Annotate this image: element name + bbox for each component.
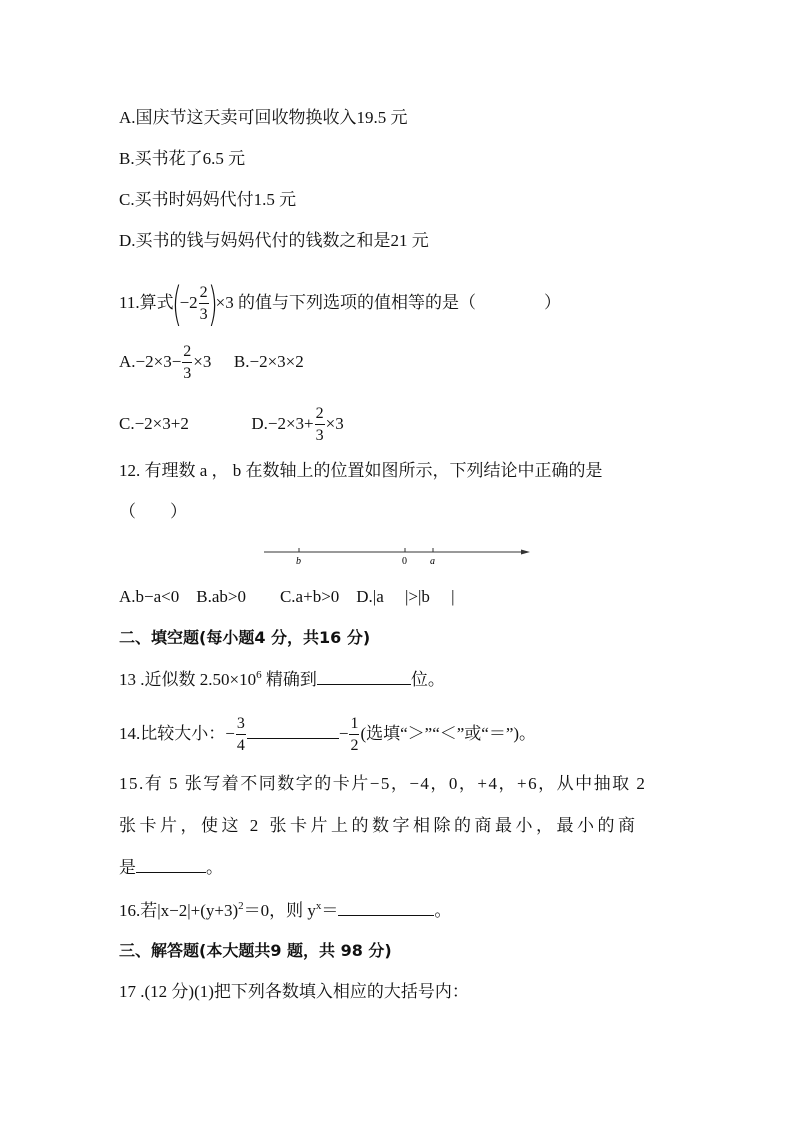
q10-option-a: A.国庆节这天卖可回收物换收入19.5 元 [119,108,408,127]
q15-line2: 张卡片，使这 2 张卡片上的数字相除的商最小，最小的商 [119,816,639,835]
label-a: a [430,556,435,567]
q11-options-row2 [119,406,344,444]
number-line-arrow [521,550,530,555]
q12-options: A.b−a<0 B.ab>0 C.a+b>0 D.|a |>|b | [119,587,455,606]
q15-line3: 是 。 [119,858,223,877]
q13: 13 .近似数 $2.50\times 10^6$ 精确到 位。 [119,669,445,689]
q11-option-c: C.−2×3+2 [119,413,189,433]
q11-stem: 11.算式(−2 $\frac{2}{3}$ )×3 的值与下列选项的值相等的是（ ） [119,277,561,331]
q14-answer-blank[interactable] [247,722,339,739]
q11-fraction: $\frac{2}{3}$ [199,284,208,323]
section-3-title: 三、解答题(本大题共9 题，共 98 分) [119,941,392,960]
q11-option-b: B.−2×3×2 [233,351,304,371]
q10-option-b: B.买书花了6.5 元 [119,149,246,168]
q11-prefix: 11.算式 [119,292,174,312]
q11-option-a: A.−2×3− $\frac{2}{3}$ ×3 [119,343,212,382]
q16: 16.若$|x-2|+(y+3)^2=0$，则 $y^x=$ 。 [119,900,452,920]
q11-option-d: D.−2×3+ $\frac{2}{3}$ ×3 [251,405,344,444]
q13-answer-blank[interactable] [317,668,411,685]
q15-line1: 15.有 5 张写着不同数字的卡片−5，−4，0，+4，+6，从中抽取 2 [119,774,647,793]
q15-answer-blank[interactable] [136,856,206,873]
q10-option-c: C.买书时妈妈代付1.5 元 [119,190,297,209]
q11-options-row1 [119,344,304,382]
q12-paren: （ ） [119,502,187,521]
q10-option-d: D.买书的钱与妈妈代付的钱数之和是21 元 [119,231,429,250]
q11-inner: −2 [179,292,198,312]
label-0: 0 [402,556,407,567]
number-line-figure [262,540,542,570]
label-b: b [296,556,301,567]
section-2-title: 二、填空题(每小题4 分，共16 分) [119,628,371,647]
q14: 14.比较大小：− $\frac{3}{4}$ − $\frac{1}{2}$ (选填“＞”“＜”或“＝”)。 [119,715,537,754]
q17-stem: 17 .(12 分)(1)把下列各数填入相应的大括号内： [119,982,469,1001]
q11-after: ×3 的值与下列选项的值相等的是（ ） [215,292,561,312]
q12-stem: 12. 有理数 a ， b 在数轴上的位置如图所示，下列结论中正确的是 [119,461,603,480]
q16-answer-blank[interactable] [338,899,434,916]
